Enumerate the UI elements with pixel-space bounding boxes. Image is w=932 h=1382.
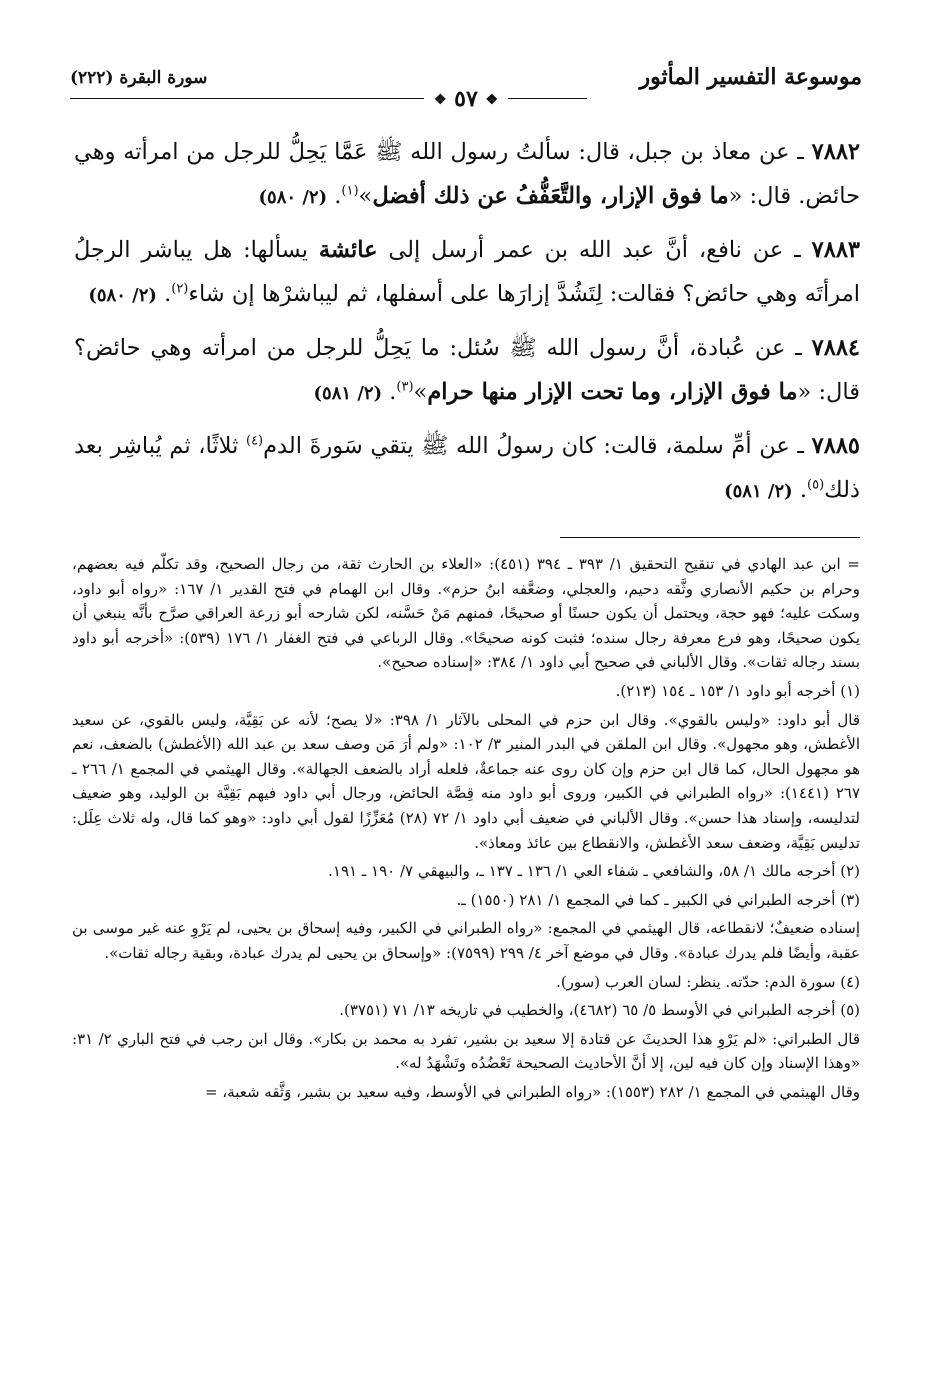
footnote: (٢) أخرجه مالك ١/ ٥٨، والشافعي ـ شفاء العي ١/ ١٣٦ ـ ١٣٧ ـ، والبيهقي ٧/ ١٩٠ ـ ١٩١. xyxy=(328,862,860,881)
volume-reference: (٢/ ٥٨٠) xyxy=(88,285,157,306)
book-title: موسوعة التفسير المأثور xyxy=(639,64,862,90)
entry-text: ثلاثًا، ثم يُباشِر بعد ذلك xyxy=(74,433,860,503)
footnote: (٥) أخرجه الطبراني في الأوسط ٥/ ٦٥ (٤٦٨٢)، والخطيب في تاريخه ١٣/ ٧١ (٣٧٥١). xyxy=(339,1001,860,1020)
ornament-icon: ❖ xyxy=(485,92,499,108)
entry-text: . xyxy=(382,379,397,405)
footnote-marker: (٤) xyxy=(245,433,264,449)
entry-bold-text: ما فوق الإزار، وما تحت الإزار منها حرام xyxy=(427,379,798,405)
hadith-entry xyxy=(74,228,860,318)
footnote-marker: (٢) xyxy=(171,281,189,297)
footnote-marker: (٥) xyxy=(807,477,825,493)
hadith-entry xyxy=(74,326,860,416)
volume-reference: (٢/ ٥٨٠) xyxy=(258,187,328,208)
footnotes xyxy=(72,552,860,1108)
ornament-icon: ❖ xyxy=(433,92,447,108)
footnote-marker: (٣) xyxy=(396,379,414,395)
footnote-marker: (١) xyxy=(341,183,359,199)
entry-number: ٧٨٨٢ xyxy=(811,139,860,165)
footnote: (٣) أخرجه الطبراني في الكبير ـ كما في المجمع ١/ ٢٨١ (١٥٥٠) ـ. xyxy=(456,890,860,909)
entry-text: . xyxy=(792,477,808,503)
hadith-entry xyxy=(74,424,860,514)
footnote: وقال الهيثمي في المجمع ١/ ٢٨٢ (١٥٥٣): «رواه الطبراني في الأوسط، وفيه سعيد بن بشير، وَثَّقه شعبة، = xyxy=(204,1082,860,1101)
footnote: (٤) سورة الدم: حدّته. ينظر: لسان العرب (سور). xyxy=(556,972,860,991)
entry-text: يسألها: هل يباشر الرجلُ امرأتَه وهي حائض؟ فقالت: لِتَشُدَّ إزارَها على أسفلها، ثم ليباشرْها إن شاء xyxy=(74,237,860,307)
volume-reference: (٢/ ٥٨١) xyxy=(313,383,383,404)
entry-text: . xyxy=(327,183,342,209)
footnote: = ابن عبد الهادي في تنقيح التحقيق ١/ ٣٩٣ ـ ٣٩٤ (٤٥١): «العلاء بن الحارث ثقة، من رجال الصحيح، وقد تكلّم فيه بعضهم، وحرام بن حكيم الأنصاري وثَّقه دحيم، والعجلي، وضعَّفه ابنُ حزم». وقال ابن الهمام في فتح القدير ١/ ١٦٧: «رواه أبو داود، وسكت عليه؛ فهو حجة، ويحتمل أن يكون حسنًا أو صحيحًا، فمنهم مَنْ حَسَّنه، لكن شارحه أبو زرعة العراقي صرَّح بأنَّه ينبغي أن يكون صحيحًا، وهو فرع معرفة رجال سنده؛ فثبت كونه صحيحًا». وقال الرباعي في فتح الغفار ١/ ١٧٦ (٥٣٩): «أخرجه أبو داود بسند رجاله ثقات». وقال الألباني في صحيح أبي داود ١/ ٣٨٤: «إسناده صحيح». xyxy=(72,555,860,672)
entry-text: ـ عن نافع، أنَّ عبد الله بن عمر أرسل إلى xyxy=(377,237,812,263)
entry-text: » xyxy=(358,183,373,209)
entry-bold-text: عائشة xyxy=(318,237,378,263)
footnote: إسناده ضعيفٌ؛ لانقطاعه، قال الهيثمي في المجمع: «رواه الطبراني في الكبير، وفيه إسحاق بن يحيى، لم يَرْوِ عنه غير موسى بن عقبة، وأيضًا فلم يدرك عبادة». وقال في موضع آخر ٤/ ٢٩٩ (٧٥٩٩): «وإسحاق بن يحيى لم يدرك عبادة، وبقية رجاله ثقات». xyxy=(72,919,860,962)
footnote: قال الطبراني: «لم يَرْوِ هذا الحديثَ عن قتادة إلا سعيد بن بشير، تفرد به محمد بن بكار». وقال ابن رجب في فتح الباري ٢/ ٣١: «وهذا الإسناد وإن كان فيه لين، إلا أنَّ الأحاديث الصحيحة تَعْضُدُه وتَشْهَدُ له». xyxy=(72,1029,860,1073)
page-number: ٥٧ xyxy=(454,86,478,112)
footnote: قال أبو داود: «وليس بالقوي». وقال ابن حزم في المحلى بالآثار ١/ ٣٩٨: «لا يصح؛ لأنه عن بَقِيَّة، وليس بالقوي، عن سعيد الأغطش، وهو مجهول». وقال ابن الملقن في البدر المنير ٣/ ١٠٢: «ولم أرَ مَن وصف سعد بن عبد الله (الأغطش) بالضعف، نعم هو مجهول الحال، كما قال ابن حزم وإن كان روى عنه جماعةٌ، فلعله أراد بالضعف الجهالة». وقال الهيثمي في المجمع ١/ ٢٦٦ ـ ٢٦٧ (١٤٤١): «رواه الطبراني في الكبير، وروى أبو داود منه قِصَّة الحائض، ورجال أبي داود فيهم بَقِيَّة بن الوليد، وهو ضعيف لتدليسه، وإسناد هذا حسن». وقال الألباني في ضعيف أبي داود ١/ ٧٢ (٢٨) مُعَزِّزًا لقول أبي داود: «وهو كما قال، وله ثلاث عِلَل: تدليس بَقِيَّة، وضعف سعد الأغطش، والانقطاع بين عائذ ومعاذ». xyxy=(72,710,861,852)
entry-text: ـ عن أمِّ سلمة، قالت: كان رسولُ الله ﷺ يتقي سَورةَ الدم xyxy=(263,433,812,459)
entry-text: » xyxy=(413,379,428,405)
page-number-row xyxy=(0,86,932,112)
entry-number: ٧٨٨٣ xyxy=(811,237,860,263)
hadith-entry xyxy=(74,130,860,220)
volume-reference: (٢/ ٥٨١) xyxy=(724,481,793,502)
footnote: (١) أخرجه أبو داود ١/ ١٥٣ ـ ١٥٤ (٢١٣). xyxy=(615,681,860,700)
surah-label: سورة البقرة (٢٢٢) xyxy=(70,68,208,88)
footnote-separator xyxy=(560,537,860,538)
entry-number: ٧٨٨٥ xyxy=(811,433,861,459)
entry-text: ـ عن معاذ بن جبل، قال: سألتُ رسول الله ﷺ عَمَّا يَحِلُّ للرجل من امرأته وهي حائض. قال: « xyxy=(74,139,860,209)
entry-text: . xyxy=(156,281,172,307)
entry-number: ٧٨٨٤ xyxy=(811,335,860,361)
main-text xyxy=(74,130,860,522)
entry-text: ـ عن عُبادة، أنَّ رسول الله ﷺ سُئل: ما يَحِلُّ للرجل من امرأته وهي حائض؟ قال: « xyxy=(74,335,860,405)
entry-bold-text: ما فوق الإزار، والتَّعَفُّفُ عن ذلك أفضل xyxy=(372,183,729,209)
